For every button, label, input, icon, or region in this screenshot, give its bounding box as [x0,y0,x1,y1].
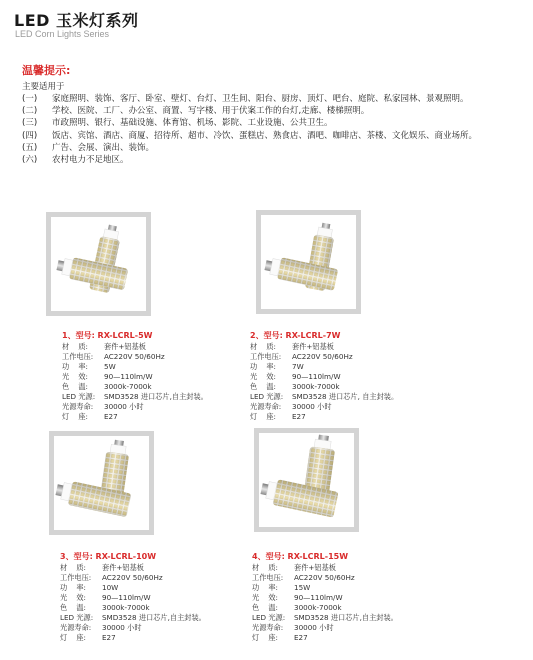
spec-value: 3000k-7000k [104,382,152,391]
spec-value: SMD3528 进口芯片,自主封装。 [294,613,398,622]
spec-label: LED 光源: [250,392,284,401]
spec-row [62,362,252,372]
spec-row [62,372,252,382]
spec-label: 功 率: [60,583,86,592]
spec-row [250,382,450,392]
use-item-text: 市政照明、银行、基础设施、体育馆、机场、影院、工业设施、公共卫生。 [52,118,333,129]
spec-row [62,392,252,402]
spec-value: 3000k-7000k [102,603,150,612]
product-model: 4、型号: RX-LCRL-15W [252,552,349,561]
uses-heading: 主要适用于 [22,82,65,92]
spec-value: 15W [294,583,311,592]
use-item [22,105,522,117]
spec-row [250,402,450,412]
spec-value: AC220V 50/60Hz [102,573,163,582]
spec-row [250,352,450,362]
spec-row [252,583,452,593]
spec-row [252,593,452,603]
spec-value: AC220V 50/60Hz [104,352,165,361]
use-item-text: 广告、会展、演出、装饰。 [52,142,155,153]
product-model: 3、型号: RX-LCRL-10W [60,552,157,561]
use-item [22,130,522,142]
spec-label: LED 光源: [252,613,286,622]
spec-value: 90—110lm/W [294,593,343,602]
spec-label: 工作电压: [252,573,284,582]
use-item [22,117,522,129]
spec-label: LED 光源: [62,392,96,401]
spec-row [60,623,250,633]
corn-bulb-image [261,215,356,309]
spec-value: 7W [292,362,304,371]
spec-value: AC220V 50/60Hz [292,352,353,361]
spec-label: 光 效: [250,372,276,381]
spec-row [62,352,252,362]
spec-value: E27 [102,633,116,642]
spec-label: 色 温: [252,603,278,612]
spec-row [60,633,250,643]
spec-label: 灯 座: [252,633,278,642]
spec-row [62,412,252,422]
spec-row [250,372,450,382]
spec-label: 材 质: [250,342,276,351]
product-photo [51,217,146,311]
product-model: 1、型号: RX-LCRL-5W [62,331,153,340]
use-item [22,93,522,105]
spec-row [252,603,452,613]
spec-row [60,583,250,593]
spec-label: LED 光源: [60,613,94,622]
use-item-number: (二) [22,106,38,117]
spec-label: 光 效: [252,593,278,602]
spec-label: 灯 座: [250,412,276,421]
corn-bulb-image [259,433,354,527]
spec-value: 30000 小时 [102,623,142,632]
product-photo [54,436,149,530]
corn-bulb-image [54,436,149,530]
spec-label: 功 率: [62,362,88,371]
use-item-text: 家庭照明、装饰、客厅、卧室、壁灯、台灯、卫生间、阳台、厨房、顶灯、吧台、庭院、私家园林、景观照明。 [52,94,469,104]
spec-row [60,593,250,603]
product-photo-frame [256,210,361,314]
spec-value: E27 [104,412,118,421]
product-spec-4 [252,552,452,643]
product-photo-frame [254,428,359,532]
page-title: LED 玉米灯系列 [14,11,139,30]
spec-value: 10W [102,583,119,592]
use-item-number: (六) [22,155,38,166]
spec-label: 工作电压: [60,573,92,582]
spec-value: 30000 小时 [104,402,144,411]
spec-row [252,633,452,643]
spec-value: 5W [104,362,116,371]
spec-label: 功 率: [250,362,276,371]
spec-label: 工作电压: [62,352,94,361]
spec-row [250,412,450,422]
page-subtitle: LED Corn Lights Series [15,29,110,39]
use-item-text: 学校、医院、工厂、办公室、商置、写字楼、用于伏案工作的台灯,走廊、楼梯照明。 [52,106,370,117]
spec-value: AC220V 50/60Hz [294,573,355,582]
spec-value: SMD3528 进口芯片,自主封装。 [104,392,208,401]
spec-label: 光 效: [62,372,88,381]
spec-value: SMD3528 进口芯片,自主封装。 [102,613,206,622]
spec-label: 光 效: [60,593,86,602]
product-photo [259,433,354,527]
spec-value: 3000k-7000k [292,382,340,391]
spec-value: E27 [292,412,306,421]
spec-value: 套件+铝基板 [102,563,144,572]
use-item-number: (四) [22,130,38,141]
spec-value: SMD3528 进口芯片, 自主封装。 [292,392,399,401]
use-item-text: 农村电力不足地区。 [52,155,129,166]
uses-list [22,93,522,166]
spec-label: 灯 座: [62,412,88,421]
spec-row [60,573,250,583]
spec-value: 90—110lm/W [104,372,153,381]
spec-row [252,613,452,623]
spec-row [62,402,252,412]
spec-label: 光源寿命: [252,623,284,632]
product-photo-frame [49,431,154,535]
spec-row [62,342,252,352]
corn-bulb-image [51,217,146,311]
use-item [22,154,522,166]
spec-row [250,342,450,352]
spec-label: 材 质: [252,563,278,572]
spec-value: 套件+铝基板 [294,563,336,572]
spec-value: 套件+铝基板 [292,342,334,351]
product-photo-frame [46,212,151,316]
product-spec-2 [250,331,450,422]
product-model: 2、型号: RX-LCRL-7W [250,331,341,340]
spec-label: 光源寿命: [62,402,94,411]
spec-row [60,613,250,623]
spec-label: 工作电压: [250,352,282,361]
spec-label: 材 质: [60,563,86,572]
notice-title: 温馨提示: [22,64,71,77]
use-item-number: (三) [22,118,38,129]
spec-value: 30000 小时 [292,402,332,411]
spec-value: 套件+铝基板 [104,342,146,351]
spec-label: 光源寿命: [250,402,282,411]
spec-value: 90—110lm/W [292,372,341,381]
spec-row [252,563,452,573]
spec-label: 色 温: [250,382,276,391]
spec-value: 90—110lm/W [102,593,151,602]
spec-value: 30000 小时 [294,623,334,632]
spec-row [60,563,250,573]
use-item-number: (五) [22,142,38,153]
spec-row [60,603,250,613]
spec-label: 材 质: [62,342,88,351]
product-photo [261,215,356,309]
spec-value: 3000k-7000k [294,603,342,612]
spec-row [250,392,450,402]
spec-label: 灯 座: [60,633,86,642]
spec-value: E27 [294,633,308,642]
use-item [22,142,522,154]
product-spec-1 [62,331,252,422]
spec-row [62,382,252,392]
spec-label: 色 温: [62,382,88,391]
spec-row [252,573,452,583]
spec-row [250,362,450,372]
spec-label: 光源寿命: [60,623,92,632]
spec-label: 功 率: [252,583,278,592]
spec-row [252,623,452,633]
use-item-number: (一) [22,94,38,104]
use-item-text: 饭店、宾馆、酒店、商厦、招待所、超市、冷饮、蛋糕店、熟食店、酒吧、咖啡店、茶楼、文化娱乐、商业场所。 [52,130,478,141]
spec-label: 色 温: [60,603,86,612]
product-spec-3 [60,552,250,643]
